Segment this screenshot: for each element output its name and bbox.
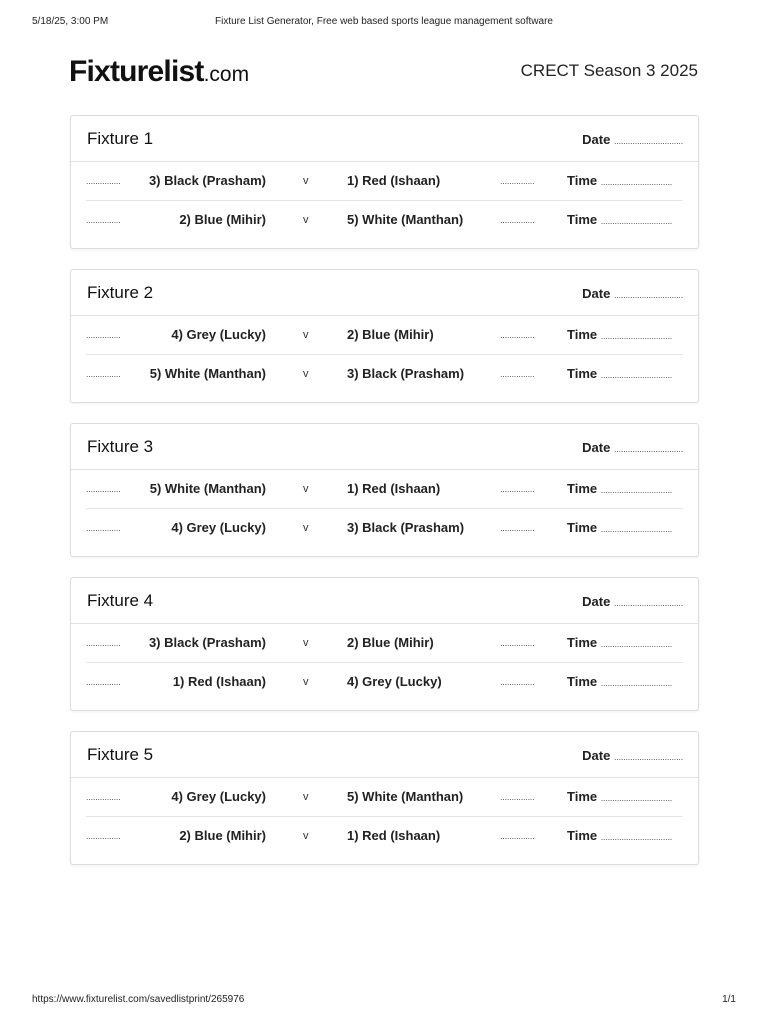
fixture-title: Fixture 1 [87,129,154,148]
time-field [567,201,672,240]
time-label: Time [567,173,598,188]
versus-label: v [303,329,309,341]
home-team: 4) Grey (Lucky) [171,789,266,804]
home-score-blank: ............... [86,792,121,802]
fixturelist-logo [69,52,249,92]
time-field [567,162,672,201]
date-label: Date [582,286,611,301]
league-title: CRECT Season 3 2025 [520,61,698,80]
away-score-blank: ............... [500,369,535,379]
away-team: 1) Red (Ishaan) [347,173,441,188]
date-field [582,594,683,611]
fixture-header [71,578,698,624]
fixture-title: Fixture 5 [87,745,154,764]
date-field [582,286,683,303]
match-row [86,162,683,200]
match-row [86,624,683,662]
fixture-header [71,270,698,316]
home-team: 2) Blue (Mihir) [179,212,266,227]
away-team: 3) Black (Prasham) [347,520,465,535]
away-score-blank: ............... [500,330,535,340]
time-field [567,817,672,856]
time-blank: ............................... [600,639,673,649]
away-score-blank: ............... [500,215,535,225]
fixture-title: Fixture 2 [87,283,154,302]
print-footer [0,994,768,1008]
home-team: 1) Red (Ishaan) [172,674,266,689]
time-field [567,663,672,702]
away-score-blank: ............... [500,484,535,494]
time-blank: ............................... [600,832,673,842]
date-blank: .............................. [613,290,683,300]
versus-label: v [303,175,309,187]
time-label: Time [567,327,598,342]
home-score-blank: ............... [86,330,121,340]
print-page-number: 1/1 [722,994,736,1005]
match-row [86,354,683,393]
home-score-blank: ............... [86,484,121,494]
away-team: 2) Blue (Mihir) [347,635,434,650]
time-blank: ............................... [600,485,673,495]
time-label: Time [567,212,598,227]
home-team: 3) Black (Prasham) [148,173,266,188]
fixture-header [71,424,698,470]
logo-tld: .com [203,63,250,86]
fixture-card [70,269,699,403]
time-label: Time [567,366,598,381]
date-label: Date [582,440,611,455]
home-score-blank: ............... [86,176,121,186]
date-blank: .............................. [613,136,683,146]
time-label: Time [567,520,598,535]
home-team: 4) Grey (Lucky) [171,327,266,342]
time-label: Time [567,789,598,804]
time-label: Time [567,828,598,843]
home-score-blank: ............... [86,831,121,841]
versus-label: v [303,483,309,495]
logo-name: Fixturelist [69,55,204,88]
home-team: 3) Black (Prasham) [148,635,266,650]
match-row [86,816,683,855]
time-blank: ............................... [600,331,673,341]
fixture-header [71,116,698,162]
versus-label: v [303,637,309,649]
time-label: Time [567,635,598,650]
away-team: 4) Grey (Lucky) [347,674,442,689]
date-blank: .............................. [613,752,683,762]
fixture-list [70,115,699,885]
time-field [567,355,672,394]
away-score-blank: ............... [500,638,535,648]
time-blank: ............................... [600,793,673,803]
date-blank: .............................. [613,598,683,608]
fixture-card [70,423,699,557]
match-row [86,200,683,239]
print-header [0,16,768,30]
home-team: 5) White (Manthan) [149,366,266,381]
home-team: 5) White (Manthan) [149,481,266,496]
away-team: 1) Red (Ishaan) [347,828,441,843]
fixture-title: Fixture 3 [87,437,154,456]
print-url: https://www.fixturelist.com/savedlistprint/265976 [32,994,245,1005]
match-row [86,778,683,816]
time-blank: ............................... [600,216,673,226]
away-team: 2) Blue (Mihir) [347,327,434,342]
match-row [86,316,683,354]
home-team: 2) Blue (Mihir) [179,828,266,843]
versus-label: v [303,214,309,226]
home-score-blank: ............... [86,215,121,225]
time-field [567,470,672,509]
time-field [567,509,672,548]
fixture-card [70,115,699,249]
away-team: 5) White (Manthan) [347,212,464,227]
versus-label: v [303,791,309,803]
versus-label: v [303,676,309,688]
away-score-blank: ............... [500,831,535,841]
versus-label: v [303,830,309,842]
match-row [86,470,683,508]
match-row [86,508,683,547]
date-field [582,748,683,765]
versus-label: v [303,522,309,534]
fixture-card [70,577,699,711]
time-blank: ............................... [600,177,673,187]
time-field [567,624,672,663]
time-label: Time [567,674,598,689]
away-score-blank: ............... [500,523,535,533]
home-team: 4) Grey (Lucky) [171,520,266,535]
away-team: 1) Red (Ishaan) [347,481,441,496]
time-label: Time [567,481,598,496]
versus-label: v [303,368,309,380]
date-label: Date [582,748,611,763]
time-blank: ............................... [600,370,673,380]
home-score-blank: ............... [86,523,121,533]
fixture-card [70,731,699,865]
date-field [582,132,683,149]
time-blank: ............................... [600,524,673,534]
time-field [567,316,672,355]
print-datetime: 5/18/25, 3:00 PM [32,16,109,27]
date-label: Date [582,132,611,147]
date-field [582,440,683,457]
away-score-blank: ............... [500,677,535,687]
away-team: 5) White (Manthan) [347,789,464,804]
match-row [86,662,683,701]
time-field [567,778,672,817]
date-label: Date [582,594,611,609]
time-blank: ............................... [600,678,673,688]
away-score-blank: ............... [500,176,535,186]
home-score-blank: ............... [86,638,121,648]
home-score-blank: ............... [86,369,121,379]
away-score-blank: ............... [500,792,535,802]
home-score-blank: ............... [86,677,121,687]
fixture-title: Fixture 4 [87,591,154,610]
date-blank: .............................. [613,444,683,454]
away-team: 3) Black (Prasham) [347,366,465,381]
print-page-title: Fixture List Generator, Free web based sports league management software [215,16,553,27]
fixture-header [71,732,698,778]
